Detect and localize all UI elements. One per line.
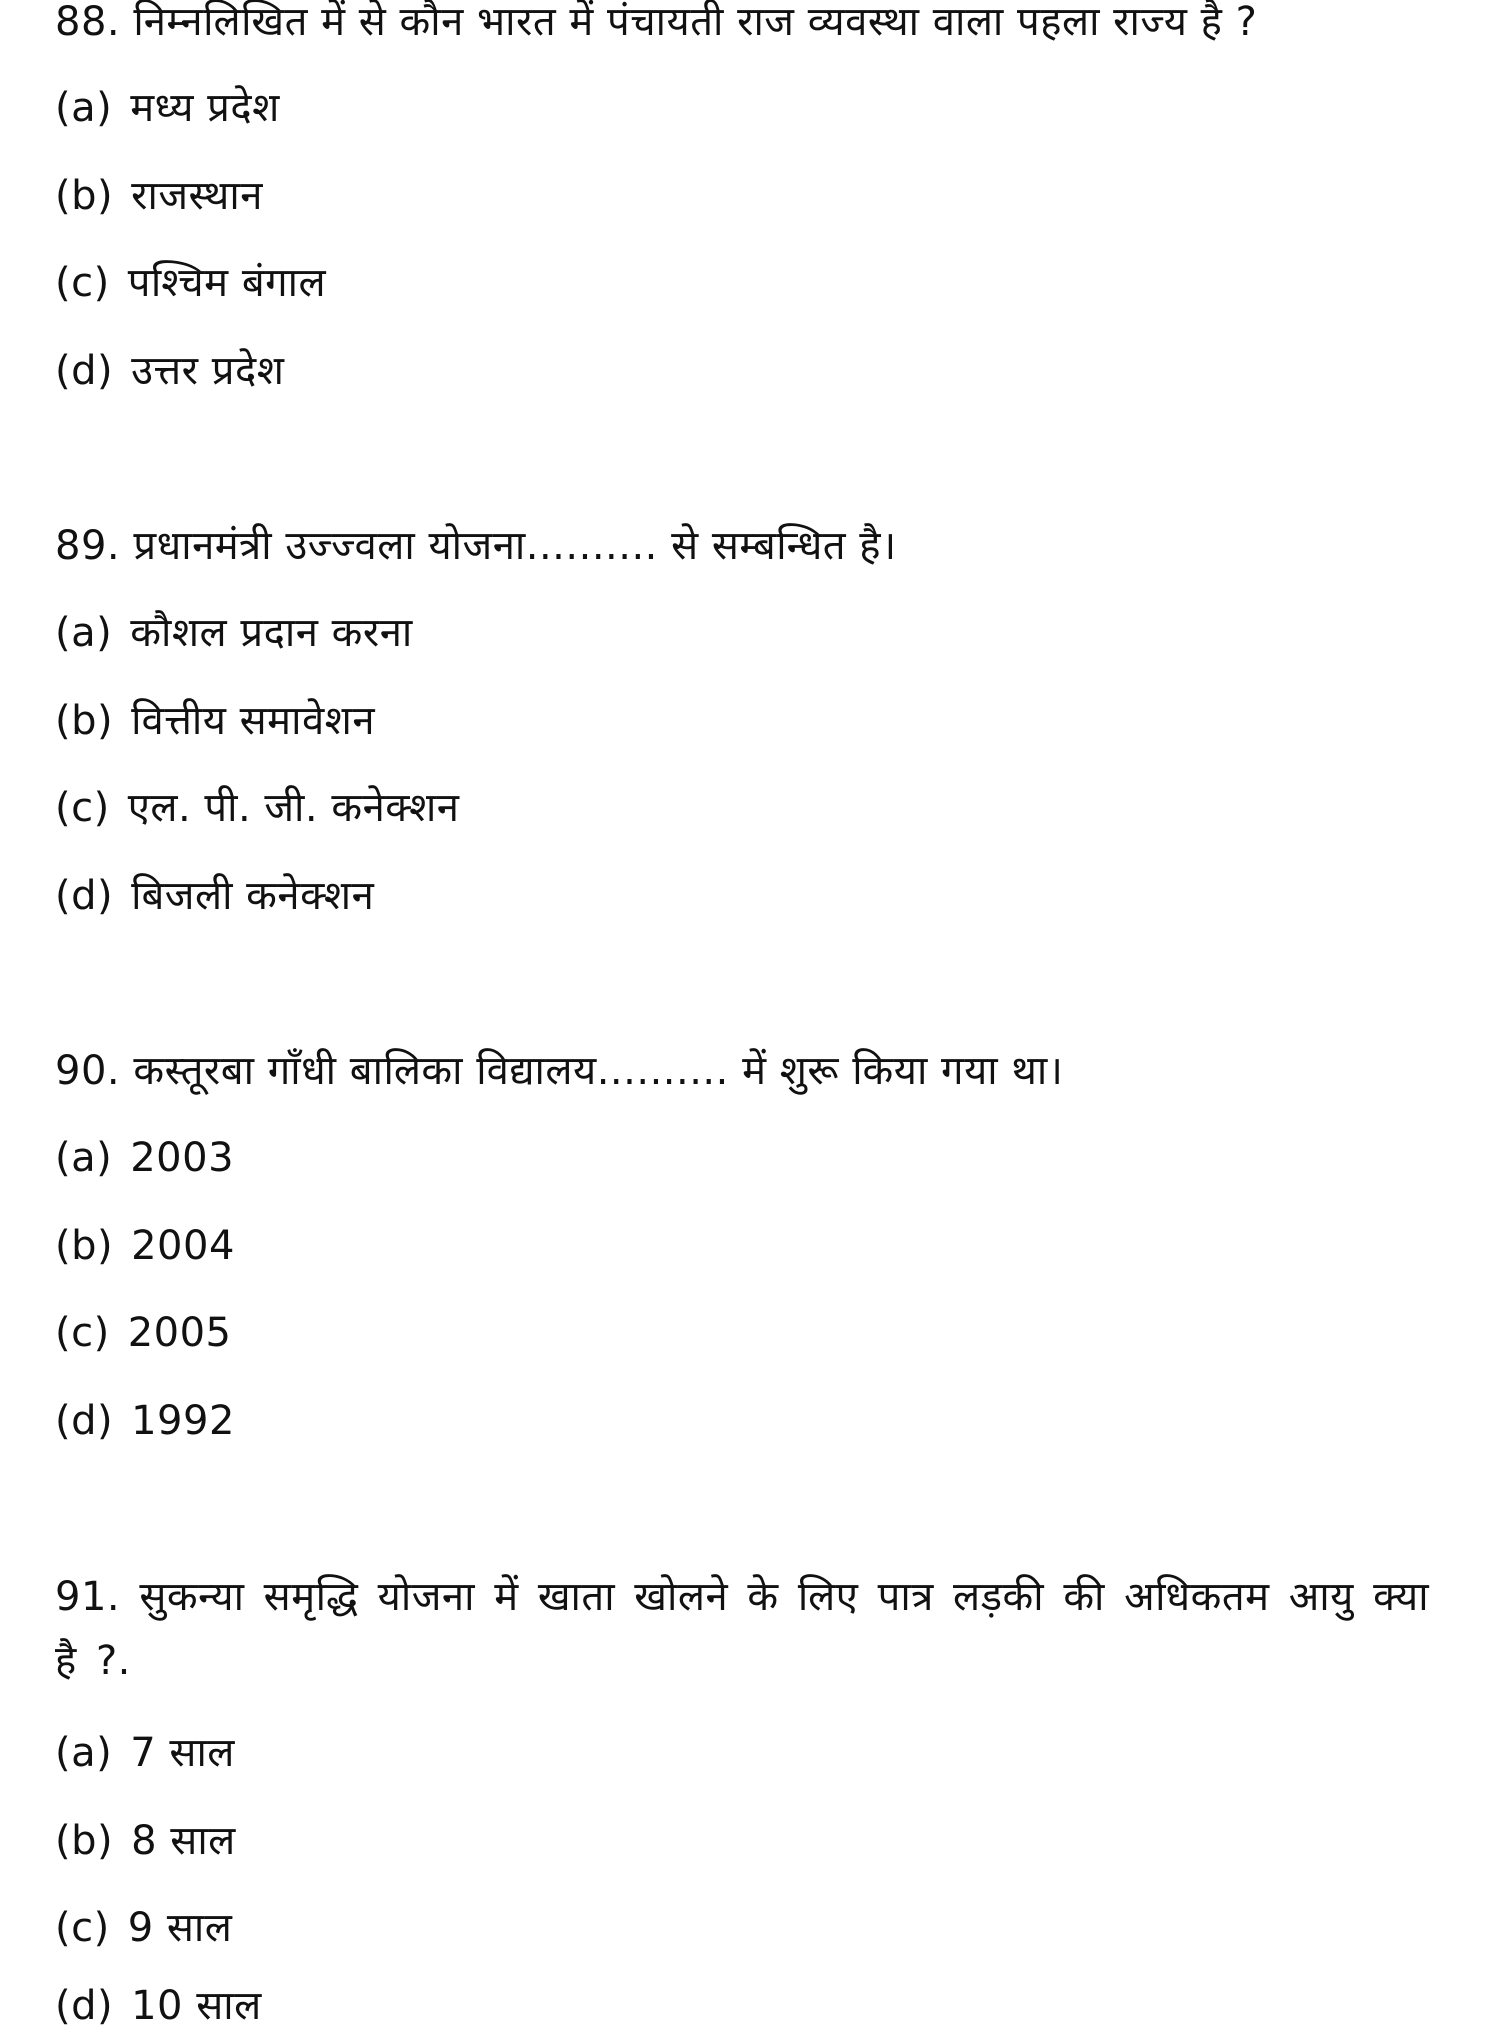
option-91-b: [55, 1813, 236, 1869]
option-88-b: [55, 168, 263, 224]
question-text: कस्तूरबा गाँधी बालिका विद्यालय.......... में शुरू किया गया था।: [133, 1048, 1064, 1094]
question-text: सुकन्या समृद्धि योजना में खाता खोलने के लिए पात्र लड़की की अधिकतम आयु क्या है ?.: [55, 1574, 1430, 1684]
question-number: 90.: [55, 1048, 121, 1094]
option-91-a: [55, 1725, 235, 1781]
option-label: (c): [55, 1310, 110, 1356]
question-number: 91.: [55, 1574, 121, 1620]
question-90: [55, 1043, 1063, 1099]
option-text: वित्तीय समावेशन: [131, 698, 376, 744]
option-text: कौशल प्रदान करना: [130, 610, 413, 656]
option-label: (d): [55, 348, 114, 394]
option-text: राजस्थान: [131, 173, 263, 219]
option-89-d: [55, 868, 374, 924]
option-91-d: [55, 1978, 262, 2034]
option-label: (d): [55, 873, 114, 919]
question-91: [55, 1565, 1455, 1693]
option-89-a: [55, 605, 413, 661]
option-89-b: [55, 693, 375, 749]
question-number: 89.: [55, 523, 121, 569]
option-text: 1992: [131, 1398, 235, 1444]
option-90-b: [55, 1218, 235, 1274]
question-text: निम्नलिखित में से कौन भारत में पंचायती राज व्यवस्था वाला पहला राज्य है ?: [133, 0, 1258, 45]
option-label: (d): [55, 1398, 114, 1444]
option-text: 2005: [127, 1310, 232, 1356]
option-text: उत्तर प्रदेश: [131, 348, 285, 394]
option-label: (c): [55, 260, 110, 306]
option-text: 9 साल: [127, 1905, 233, 1951]
option-label: (d): [55, 1983, 114, 2029]
option-89-c: [55, 780, 460, 836]
option-label: (a): [55, 1730, 113, 1776]
option-label: (a): [55, 1135, 113, 1181]
option-label: (c): [55, 785, 110, 831]
question-number: 88.: [55, 0, 121, 45]
option-88-d: [55, 343, 284, 399]
option-label: (a): [55, 85, 113, 131]
option-text: 2003: [130, 1135, 235, 1181]
option-label: (c): [55, 1905, 110, 1951]
option-90-c: [55, 1305, 232, 1361]
option-text: बिजली कनेक्शन: [131, 873, 375, 919]
option-88-c: [55, 255, 326, 311]
option-text: मध्य प्रदेश: [130, 85, 280, 131]
question-89: [55, 518, 897, 574]
option-text: 10 साल: [131, 1983, 262, 2029]
option-label: (a): [55, 610, 113, 656]
question-88: [55, 0, 1257, 50]
option-text: 8 साल: [131, 1818, 236, 1864]
option-text: पश्चिम बंगाल: [127, 260, 327, 306]
option-label: (b): [55, 173, 114, 219]
option-label: (b): [55, 698, 114, 744]
option-label: (b): [55, 1223, 114, 1269]
option-90-d: [55, 1393, 235, 1449]
question-text: प्रधानमंत्री उज्ज्वला योजना.......... से सम्बन्धित है।: [133, 523, 897, 569]
option-90-a: [55, 1130, 234, 1186]
option-88-a: [55, 80, 280, 136]
option-text: एल. पी. जी. कनेक्शन: [127, 785, 460, 831]
option-91-c: [55, 1900, 232, 1956]
option-label: (b): [55, 1818, 114, 1864]
option-text: 7 साल: [130, 1730, 235, 1776]
option-text: 2004: [131, 1223, 235, 1269]
